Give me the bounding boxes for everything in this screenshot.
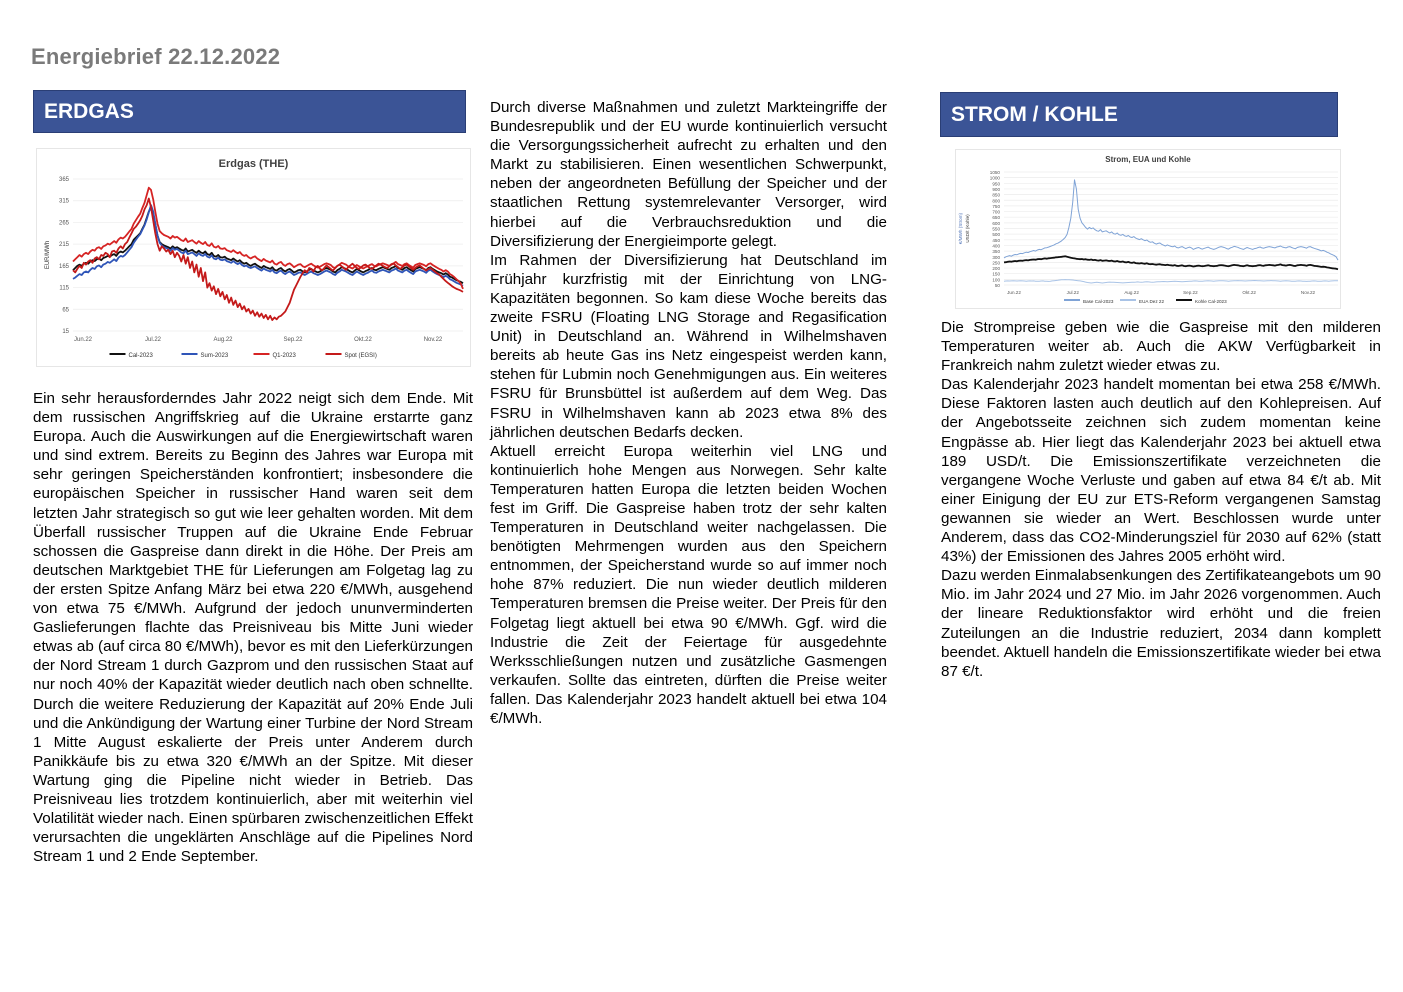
- legend-label: Sum-2023: [200, 353, 229, 359]
- x-tick-label: Sep.22: [283, 337, 303, 343]
- y-tick-label: 900: [992, 186, 1000, 192]
- y-tick-label: 400: [992, 243, 1000, 249]
- legend-label: Spot (EGSI): [344, 353, 377, 359]
- x-tick-label: Nov.22: [423, 337, 443, 343]
- y-axis-label-left: €/MWh (Strom): [958, 212, 963, 245]
- y-tick-label: 450: [992, 237, 1000, 243]
- middle-text-column: [490, 98, 887, 728]
- legend-label: Cal-2023: [128, 353, 153, 359]
- x-tick-label: Jun.22: [73, 337, 93, 343]
- y-tick-label: 50: [994, 283, 1000, 288]
- x-tick-label: Jul.22: [1066, 290, 1079, 295]
- strom-text-column: [941, 318, 1381, 681]
- x-tick-label: Jun.22: [1007, 290, 1021, 295]
- section-header-erdgas: [33, 90, 466, 133]
- strom-chart: [955, 149, 1341, 309]
- x-tick-label: Aug.22: [1124, 290, 1139, 295]
- x-tick-label: Nov.22: [1300, 290, 1316, 295]
- strom-paragraph-2: Das Kalenderjahr 2023 handelt momentan bei etwa 258 €/MWh. Diese Faktoren lasten auch deutlich auf den Kohlepreisen. Auf der Angebotsseite zeichnen sich zudem momentan keine Engpässe ab. Hier liegt das Kalenderjahr 2023 bei aktuell etwa 189 USD/t. Die Emissionszertifikate verzeichneten die vergangene Woche Verluste und gaben auf etwa 84 €/t ab. Mit einer Einigung der EU zur ETS-Reform vergangenen Samstag gewannen sie wieder an Wert. Beschlossen wurde unter Anderem, dass das CO2-Minderungsziel für 2030 auf 62% (statt 43%) der Emissionen des Jahres 2005 erhöht wird.: [941, 376, 1381, 566]
- erdgas-paragraph: Ein sehr herausforderndes Jahr 2022 neigt sich dem Ende. Mit dem russischen Angriffskrieg auf die Ukraine erstarrte ganz Europa. Auch die Auswirkungen auf die Energiewirtschaft waren und sind extrem. Bereits zu Beginn des Jahres war Europa mit sehr geringen Speicherständen konfrontiert; insbesondere die europäischen Speicher in russischer Hand waren seit dem letzten Jahr strategisch so gut wie leer gehalten worden. Mit dem Überfall russischer Truppen auf die Ukraine Ende Februar schossen die Gaspreise dann direkt in die Höhe. Der Preis am deutschen Marktgebiet THE für Lieferungen am Folgetag lag zu der ersten Spitze Anfang März bei etwa 220 €/MWh, ausgehend von etwa 75 €/MWh. Aufgrund der jedoch ununverminderten Gaslieferungen flachte das Preisniveau bis Mitte Juni wieder etwas ab (auf circa 80 €/MWh), bevor es mit den Lieferkürzungen der Nord Stream 1 durch Gazprom und den russischen Staat auf nur noch 40% der Kapazität wieder deutlich nach oben schnellte. Durch die weitere Reduzierung der Kapazität auf 20% Ende Juli und die Ankündigung der Wartung einer Turbine der Nord Stream 1 Mitte August eskalierte der Preis unter Anderem durch Panikkäufe bis zu etwa 320 €/MWh an der Spitze. Mit dieser Wartung ging die Pipeline nicht wieder in Betrieb. Das Preisniveau lies trotzdem kontinuierlich, aber mit weiterhin viel Volatilität wieder nach. Einen spürbaren zwischenzeitlichen Effekt verursachten die ungeklärten Anschläge auf die Pipelines Nord Stream 1 und 2 Ende September.: [33, 390, 473, 866]
- strom-paragraph-1: Die Strompreise geben wie die Gaspreise mit den milderen Temperaturen weiter ab. Auch die AKW Verfügbarkeit in Frankreich nahm zuletzt wieder etwas zu.: [941, 319, 1381, 375]
- y-tick-label: 600: [992, 220, 1000, 226]
- y-tick-label: 65: [62, 307, 69, 314]
- middle-paragraph-1: Durch diverse Maßnahmen und zuletzt Markteingriffe der Bundesrepublik und der EU wurde kontinuierlich versucht die Versorgungssicherheit aufrecht zu erhalten und den Markt zu stabilisieren. Einen wesentlichen Schwerpunkt, neben der angeordneten Befüllung der Speicher und der staatlichen Rettung systemrelevanter Versorger, wird hierbei auf die Verbrauchsreduktion und die Diversifizierung der Energieimporte gelegt.: [490, 99, 887, 250]
- y-tick-label: 750: [992, 203, 1000, 209]
- series-line-0: [1004, 180, 1338, 260]
- middle-paragraph-3: Aktuell erreicht Europa weiterhin viel LNG und kontinuierlich hohe Mengen aus Norwegen. Sehr kalte Temperaturen hatten Europa die letzten beiden Wochen fest im Griff. Die Gaspreise haben trotz der sehr kalten Temperaturen in Deutschland weiter nachgelassen. Die benötigten Mehrmengen wurden aus den Speichern entnommen, der Speicherstand wurde so auf immer noch hohe 87% reduziert. Die nun wieder deutlich milderen Temperaturen bremsen die Preise weiter. Der Preis für den Folgetag liegt aktuell bei etwa 90 €/MWh. Ggf. wird die Industrie die Zeit der Feiertage für ausgedehnte Werksschließungen nutzen und zusätzliche Gasmengen verkaufen. Sollte das eintreten, dürften die Preise weiter fallen. Das Kalenderjahr 2023 handelt aktuell bei etwa 104 €/MWh.: [490, 442, 887, 727]
- document-title: Energiebrief 22.12.2022: [31, 44, 281, 69]
- legend-label: Kohle Cal-2023: [1195, 299, 1227, 304]
- y-tick-label: 1000: [989, 175, 1000, 181]
- x-tick-label: Sep.22: [1183, 290, 1198, 295]
- erdgas-chart: [36, 148, 471, 367]
- series-line-1: [73, 205, 463, 286]
- x-tick-label: Okt.22: [354, 337, 372, 343]
- legend-label: Base Cal-2023: [1083, 299, 1114, 304]
- y-axis-label: EUR/MWh: [45, 240, 51, 270]
- y-tick-label: 350: [992, 249, 1000, 255]
- y-tick-label: 100: [992, 277, 1000, 283]
- chart-title: Erdgas (THE): [218, 158, 289, 170]
- y-tick-label: 165: [58, 263, 69, 270]
- chart-title: Strom, EUA und Kohle: [1105, 155, 1191, 164]
- erdgas-text-column: [33, 389, 473, 866]
- y-tick-label: 15: [62, 329, 69, 335]
- x-tick-label: Jul.22: [144, 337, 162, 343]
- y-axis-label-mid: USD/t (Kohle): [965, 214, 970, 243]
- x-tick-label: Aug.22: [213, 337, 233, 343]
- legend-label: EUA Dez 22: [1139, 299, 1165, 304]
- x-tick-label: Okt.22: [1242, 290, 1256, 295]
- y-tick-label: 1050: [989, 170, 1000, 175]
- y-tick-label: 265: [58, 220, 69, 227]
- y-tick-label: 200: [992, 266, 1000, 272]
- series-line-3: [73, 199, 463, 321]
- series-line-1: [1004, 280, 1338, 283]
- strom-chart-svg: [956, 150, 1340, 308]
- y-tick-label: 250: [992, 260, 1000, 266]
- y-tick-label: 115: [59, 285, 69, 292]
- y-tick-label: 215: [58, 242, 69, 249]
- y-tick-label: 300: [992, 254, 1000, 260]
- series-line-2: [73, 188, 463, 289]
- y-tick-label: 800: [992, 198, 1000, 204]
- y-tick-label: 550: [992, 226, 1000, 232]
- y-tick-label: 150: [992, 271, 1000, 277]
- y-tick-label: 315: [58, 198, 69, 205]
- y-tick-label: 850: [992, 192, 1000, 198]
- erdgas-chart-svg: [37, 149, 470, 366]
- section-title-strom: STROM / KOHLE: [951, 102, 1118, 126]
- section-title-erdgas: ERDGAS: [44, 99, 134, 123]
- y-tick-label: 950: [992, 181, 1000, 187]
- y-tick-label: 700: [992, 209, 1000, 215]
- middle-paragraph-2: Im Rahmen der Diversifizierung hat Deutschland im Frühjahr kurzfristig mit der Einrichtung von LNG-Kapazitäten begonnen. So kam diese Woche bereits das zweite FSRU (Floating LNG Storage and Regasification Unit) in Deutschland an. Während in Wilhelmshaven bereits ab heute Gas ins Netz eingespeist werden kann, stehen für Lubmin noch Genehmigungen aus. Ein weiteres FSRU für Brunsbüttel ist außerdem auf dem Weg. Das FSRU in Wilhelmshaven kann ab 2023 etwa 8% des jährlichen deutschen Bedarfs decken.: [490, 251, 887, 441]
- y-tick-label: 650: [992, 215, 1000, 221]
- strom-paragraph-3: Dazu werden Einmalabsenkungen des Zertifikateangebots um 90 Mio. im Jahr 2024 und 27 Mio. im Jahr 2026 vorgenommen. Auch der lineare Reduktionsfaktor wird erhöht und die freien Zuteilungen an die Industrie reduziert, 2034 dann komplett beendet. Aktuell handeln die Emissionszertifikate wieder bei etwa 87 €/t.: [941, 567, 1381, 680]
- section-header-strom: [940, 92, 1338, 137]
- y-tick-label: 500: [992, 232, 1000, 238]
- y-tick-label: 365: [58, 177, 69, 183]
- legend-label: Q1-2023: [272, 353, 296, 359]
